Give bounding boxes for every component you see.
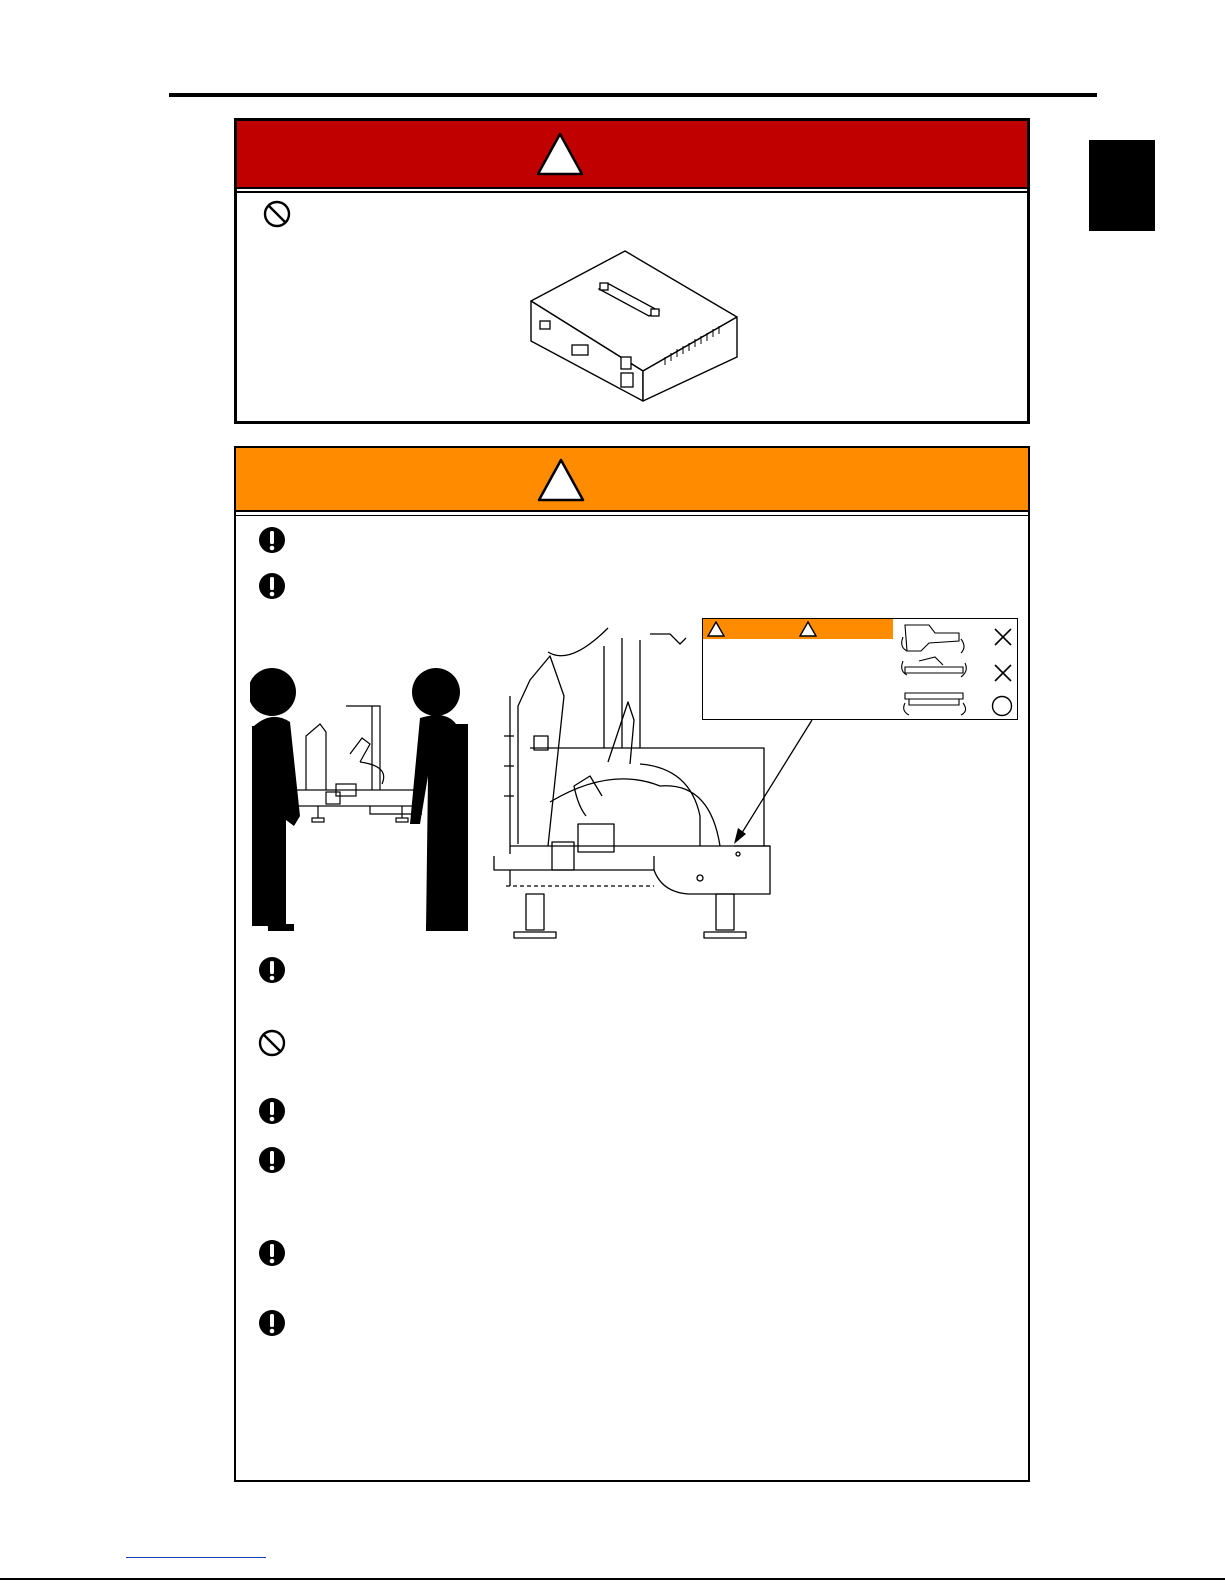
mandatory-action-icon bbox=[257, 571, 287, 601]
mandatory-action-icon bbox=[257, 1145, 287, 1175]
lift-method-sketches bbox=[899, 621, 985, 719]
danger-panel bbox=[234, 118, 1030, 424]
warning-triangle-icon bbox=[535, 131, 585, 177]
cross-mark-icon bbox=[993, 627, 1013, 647]
leader-arrow bbox=[730, 718, 820, 848]
mandatory-action-icon bbox=[257, 525, 287, 555]
prohibition-icon bbox=[257, 1028, 287, 1058]
mandatory-action-icon bbox=[257, 1238, 287, 1268]
caution-triangle-icon bbox=[799, 621, 817, 637]
handling-label-inset bbox=[702, 618, 1018, 720]
caution-header-band bbox=[236, 448, 1028, 512]
mandatory-action-icon bbox=[257, 1096, 287, 1126]
caution-panel bbox=[234, 446, 1030, 1482]
chapter-tab bbox=[1089, 140, 1155, 231]
cross-mark-icon bbox=[993, 663, 1013, 683]
circle-ok-icon bbox=[991, 695, 1013, 717]
mandatory-action-icon bbox=[257, 955, 287, 985]
control-box-illustration bbox=[527, 249, 747, 404]
mandatory-action-icon bbox=[257, 1308, 287, 1338]
danger-header-band bbox=[237, 121, 1027, 189]
caution-triangle-icon bbox=[536, 457, 586, 503]
inset-label-band bbox=[703, 619, 893, 639]
prohibition-icon bbox=[262, 199, 292, 229]
two-person-lift-illustration bbox=[250, 666, 472, 936]
footer-rule bbox=[0, 1578, 1225, 1580]
footer-link-underline bbox=[126, 1557, 266, 1558]
caution-triangle-icon bbox=[707, 621, 725, 637]
header-rule bbox=[169, 93, 1097, 97]
